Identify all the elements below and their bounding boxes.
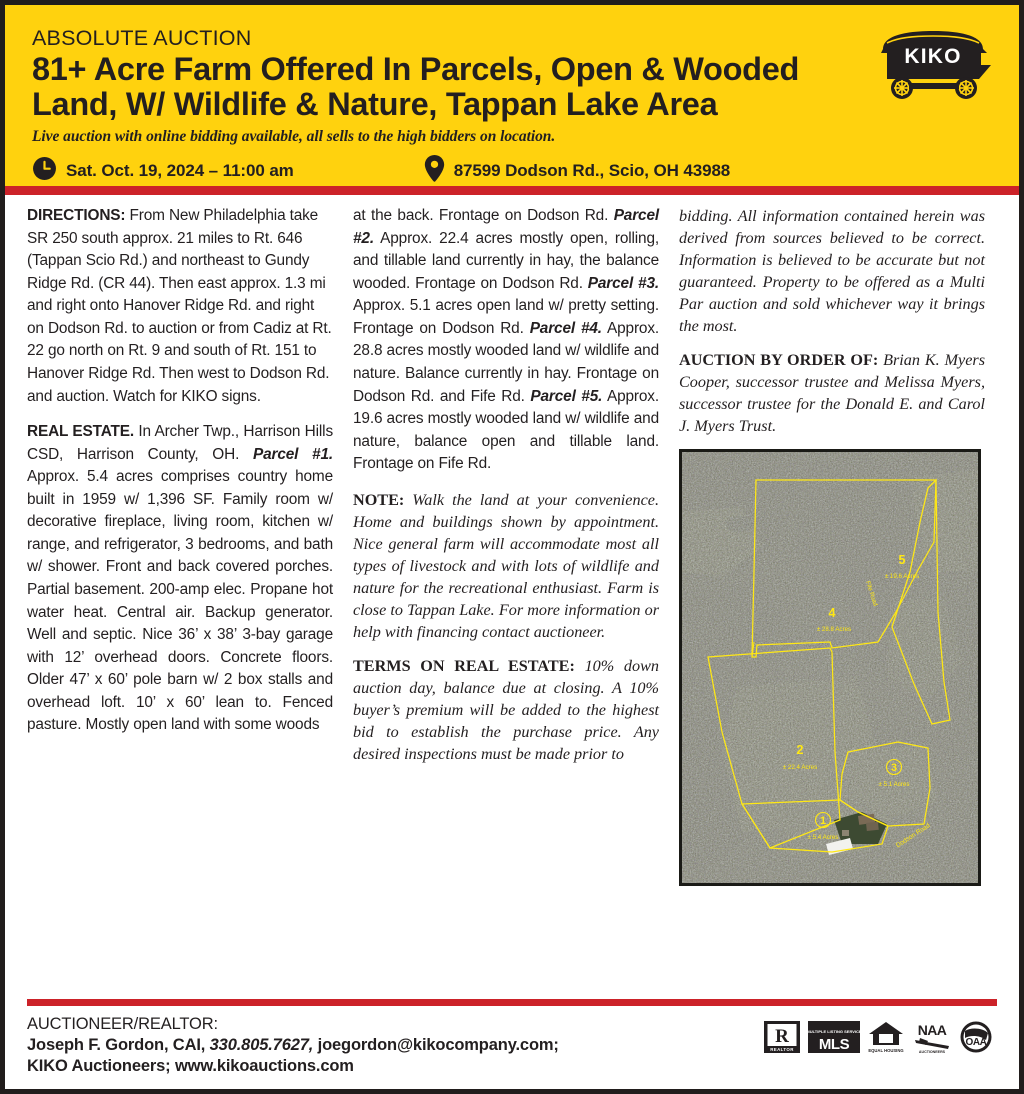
auctioneer-contact-line [27, 1035, 559, 1056]
svg-text:AUCTIONEERS: AUCTIONEERS [918, 1049, 946, 1054]
auctioneer-name: Joseph F. Gordon, CAI, [27, 1035, 206, 1054]
svg-text:MULTIPLE LISTING SERVICE: MULTIPLE LISTING SERVICE [808, 1028, 860, 1034]
mls-logo [808, 1020, 860, 1059]
auctioneer-company[interactable]: KIKO Auctioneers; www.kikoauctions.com [27, 1056, 354, 1075]
parcel-1-acres: ± 5.4 Acres [807, 834, 839, 842]
auctioneer-label: AUCTIONEER/REALTOR: [27, 1014, 218, 1033]
flyer-footer [5, 999, 1019, 1089]
parcel-5-label: Parcel #5. [530, 387, 603, 405]
directions-label: DIRECTIONS: [27, 207, 126, 224]
parcel-3-number: 3 [890, 762, 898, 775]
header-red-rule [5, 186, 1019, 195]
parcel-3-text: Approx. 5.1 acres open land w/ pretty setting. Frontage on Dodson Rd. [353, 297, 659, 337]
column-two [353, 205, 659, 993]
parcel-5-number: 5 [898, 553, 906, 568]
terms-text: 10% down auction day, balance due at closing. A 10% buyer’s premium will be added to the highest bid to establish the purchase price. Any desired inspections must be made prior to [353, 656, 660, 764]
terms-label: TERMS ON REAL ESTATE: [353, 656, 575, 675]
note-label: NOTE: [353, 490, 405, 509]
road-label-dodson: Dodson Road [894, 822, 932, 850]
real-estate-paragraph [27, 421, 333, 737]
footer-contact [27, 1012, 559, 1077]
covered-wagon-icon [881, 31, 991, 99]
auction-subhead: Live auction with online bidding available, all sells to the high bidders on location. [32, 127, 556, 145]
parcel-4-label: Parcel #4. [529, 319, 602, 337]
footer-red-rule [27, 999, 997, 1006]
note-paragraph [353, 489, 659, 643]
real-estate-intro: In Archer Twp., Harrison Hills CSD, Harrison County, OH. [27, 423, 333, 463]
parcel-4-acres: ± 28.8 Acres [816, 626, 852, 634]
parcel-1-text: Approx. 5.4 acres comprises country home built in 1959 w/ 1,396 SF. Family room w/ decorative fireplace, living room, kitchen w/ range, and refrigerator, 3 bedrooms, and bath w/ shower. Front and back covered porches. Partial basement. 200-amp elec. Propane hot water heat. Central air. Backup generator. Well and septic. Nice 36’ x 38’ 3-bay garage with 12’ overhead doors. Concrete floors. Older 47’ x 60’ pole barn w/ 2 box stalls and overhead loft. 10’ x 60’ lean to. Fenced pasture. Mostly open land with some woods [27, 468, 333, 734]
parcel-5-acres: ± 19.6 Acres [884, 573, 920, 581]
auction-order-text: Brian K. Myers Cooper, successor trustee and Melissa Myers, successor trustee for the Donald E. and Carol J. Myers Trust. [679, 351, 985, 436]
svg-text:MLS: MLS [818, 1035, 850, 1053]
equal-housing-logo [867, 1020, 905, 1059]
parcel-4-text: Approx. 28.8 acres mostly wooded land w/ wildlife and nature. Balance currently in hay. Frontage on Dodson Rd. and Fife Rd. [353, 319, 659, 405]
terms-paragraph [353, 655, 659, 765]
auction-kicker: ABSOLUTE AUCTION [32, 26, 252, 50]
svg-text:EQUAL HOUSING: EQUAL HOUSING [868, 1047, 904, 1053]
auction-location-block [424, 155, 730, 187]
directions-paragraph [27, 205, 333, 408]
auction-location: 87599 Dodson Rd., Scio, OH 43988 [453, 160, 731, 180]
column2-continued-text: at the back. Frontage on Dodson Rd. [353, 207, 614, 224]
column-three [679, 205, 985, 993]
auction-order-paragraph [679, 349, 985, 437]
parcels-paragraph [353, 205, 659, 476]
auctioneer-email[interactable]: joegordon@kikocompany.com; [313, 1035, 559, 1054]
parcel-2-acres: ± 22.4 Acres [782, 764, 818, 772]
column-one [27, 205, 333, 993]
directions-text: From New Philadelphia take SR 250 south approx. 21 miles to Rt. 646 (Tappan Scio Rd.) and northeast to Gundy Ridge Rd. (CR 44). Then east approx. 1.3 mi and right onto Hanover Ridge Rd. and right on Dodson Rd. to auction or from Cadiz at Rt. 22 go north on Rt. 9 and south of Rt. 151 to Hanover Ridge Rd. Then west to Dodson Rd. and auction. Watch for KIKO signs. [27, 207, 332, 405]
map-pin-icon [424, 155, 445, 187]
flyer-body [5, 195, 1019, 993]
parcel-4-number: 4 [828, 606, 836, 621]
oaa-logo [959, 1020, 993, 1059]
realtor-logo [763, 1020, 801, 1059]
parcel-5-text: Approx. 19.6 acres mostly wooded land w/ wildlife and nature, balance open and tillable land. Frontage on Fife Rd. [353, 387, 659, 473]
naa-logo [912, 1020, 952, 1059]
header-meta-row [32, 155, 995, 187]
kiko-logo [875, 31, 991, 101]
terms-continued-paragraph: bidding. All information contained herein was derived from sources believed to be correct. Information is believed to be accurate but not guaranteed. Property to be offered as a Multi Par auction and sold whichever way it brings the most. [679, 207, 985, 336]
parcel-2-number: 2 [796, 743, 804, 758]
footer-logos [763, 1012, 997, 1059]
page-title: 81+ Acre Farm Offered In Parcels, Open & Wooded Land, W/ Wildlife & Nature, Tappan Lake Area [32, 50, 800, 122]
parcel-1-number: 1 [819, 815, 827, 828]
auction-order-label: AUCTION BY ORDER OF: [679, 351, 879, 370]
aerial-parcel-map [679, 449, 981, 886]
real-estate-label: REAL ESTATE. [27, 423, 135, 441]
parcel-3-label: Parcel #3. [587, 274, 659, 292]
flyer-header [5, 5, 1019, 186]
parcel-3-acres: ± 5.1 Acres [878, 781, 910, 789]
svg-text:NAA: NAA [917, 1021, 947, 1038]
note-text: Walk the land at your convenience. Home and buildings shown by appointment. Nice general farm will accommodate most all types of livestock and with lots of wildlife and nature for the recreational enthusiast. Farm is close to Tappan Lake. For more information or help with financing contact auctioneer. [353, 490, 659, 641]
kiko-logo-text: KIKO [904, 45, 962, 68]
parcel-1-label: Parcel #1. [252, 445, 333, 463]
parcel-2-text: Approx. 22.4 acres mostly open, rolling, and tillable land currently in hay, the balance wooded. Frontage on Dodson Rd. [353, 229, 659, 292]
parcel-2-label: Parcel #2. [353, 207, 659, 247]
road-label-fife: Fife Road [864, 580, 878, 608]
svg-text:OAA: OAA [965, 1036, 987, 1048]
svg-text:REALTOR: REALTOR [770, 1046, 794, 1052]
clock-icon [32, 156, 57, 186]
auctioneer-phone[interactable]: 330.805.7627, [205, 1035, 314, 1054]
auction-date-block [32, 156, 294, 186]
svg-text:R: R [775, 1025, 789, 1047]
auction-date: Sat. Oct. 19, 2024 – 11:00 am [66, 160, 294, 180]
